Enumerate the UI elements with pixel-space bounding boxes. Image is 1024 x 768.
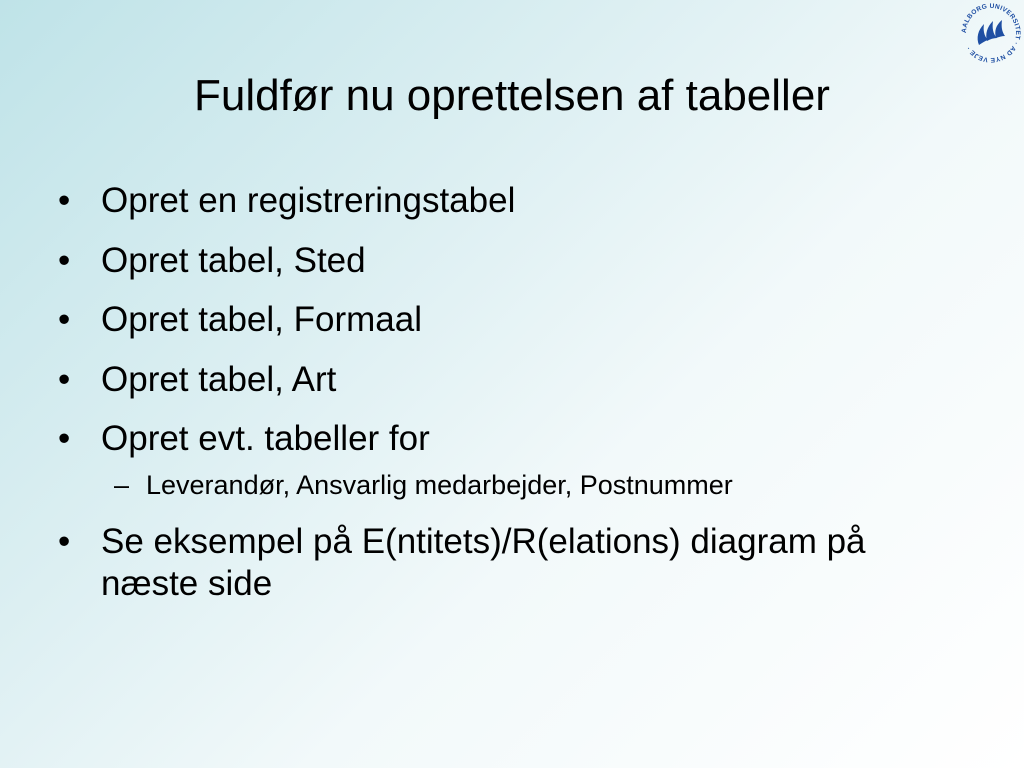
bullet-text: Opret tabel, Formaal [101, 300, 422, 339]
bullet-item [0, 359, 881, 401]
sub-bullet-text: Leverandør, Ansvarlig medarbejder, Postnummer [146, 469, 733, 500]
bullet-text: Opret evt. tabeller for [101, 419, 430, 458]
bullet-text: Opret tabel, Art [101, 359, 337, 399]
sub-bullet-item [0, 468, 826, 503]
bullet-item [0, 418, 881, 460]
bullet-text: Se eksempel på E(ntitets)/R(elations) diagram på næste side [101, 521, 866, 603]
slide-title: Fuldfør nu oprettelsen af tabeller [194, 71, 830, 120]
bullet-marker: • [58, 419, 71, 458]
bullet-item [0, 180, 881, 222]
bullet-marker: • [58, 300, 71, 339]
bullet-marker: • [58, 240, 71, 280]
aalborg-university-logo [958, 0, 1024, 66]
bullet-text: Opret en registreringstabel [101, 181, 516, 220]
logo-ring-text: AALBORG UNIVERSITET · AD NYE VEJE · [960, 2, 1022, 64]
bullet-item [0, 240, 881, 282]
bullet-list [0, 180, 1024, 622]
logo-waves-icon [978, 20, 1005, 45]
sub-bullet-marker: – [114, 469, 130, 500]
bullet-marker: • [58, 521, 71, 561]
bullet-item [0, 299, 881, 341]
bullet-marker: • [58, 359, 71, 399]
bullet-text: Opret tabel, Sted [101, 240, 366, 280]
bullet-marker: • [58, 181, 71, 220]
bullet-item [0, 521, 881, 605]
